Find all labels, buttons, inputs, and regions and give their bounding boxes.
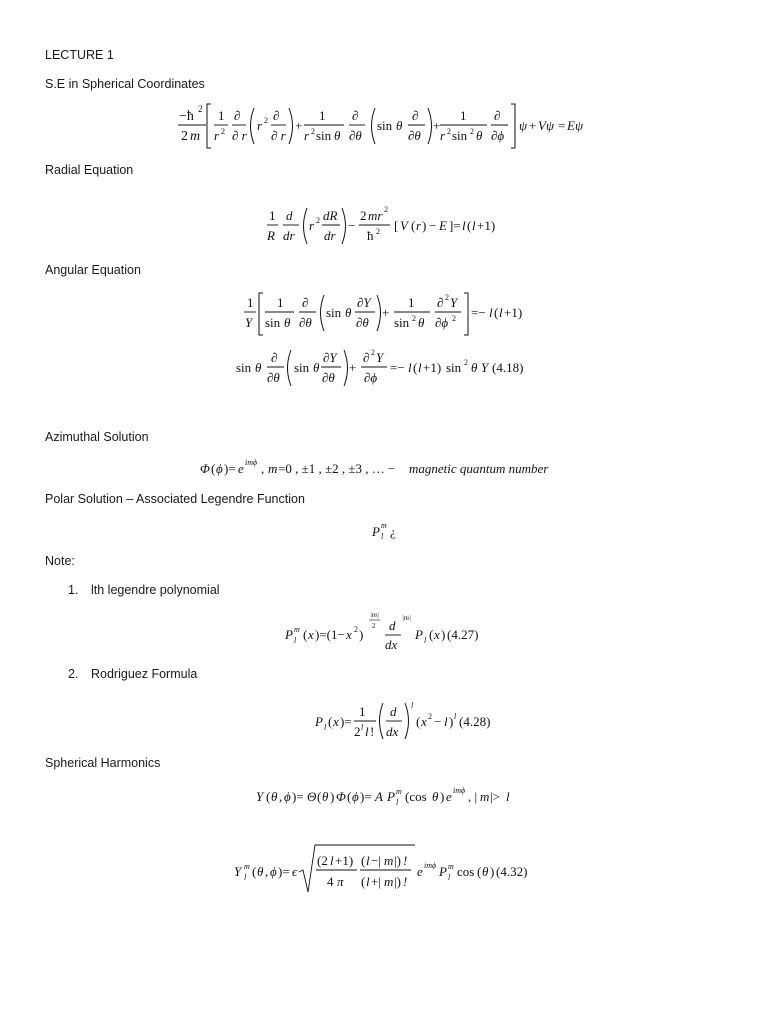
svg-text:∂θ: ∂θ	[322, 370, 335, 385]
svg-text:2: 2	[181, 129, 188, 144]
svg-text:sin: sin	[377, 118, 393, 133]
svg-text:m: m	[294, 625, 300, 634]
svg-text:+: +	[529, 118, 537, 133]
svg-text:ψ: ψ	[519, 118, 528, 133]
svg-text:): )	[440, 789, 445, 804]
svg-text:ϕ: ϕ	[284, 789, 291, 804]
lecture-title: LECTURE 1	[45, 48, 114, 62]
svg-text:R: R	[267, 228, 275, 243]
svg-text:4: 4	[327, 874, 334, 889]
heading-spherical-harmonics: Spherical Harmonics	[45, 756, 161, 770]
svg-text:∂: ∂	[234, 108, 241, 123]
svg-text:−: −	[429, 218, 437, 233]
svg-text:(: (	[266, 789, 271, 804]
svg-text:Eψ: Eψ	[567, 118, 584, 133]
svg-text:): )	[359, 627, 364, 642]
svg-text:∂ϕ: ∂ϕ	[491, 128, 505, 143]
svg-text:P: P	[315, 714, 323, 729]
svg-text:ϕ: ϕ	[216, 461, 223, 476]
svg-text:2: 2	[464, 358, 468, 367]
svg-text:imϕ: imϕ	[424, 861, 437, 870]
svg-text:sin: sin	[326, 305, 342, 320]
svg-text:l: l	[294, 636, 297, 645]
equation-angular-1	[242, 290, 532, 340]
svg-text:r: r	[440, 128, 446, 143]
svg-text:P: P	[387, 789, 395, 804]
svg-text:2: 2	[447, 127, 451, 136]
svg-text:l: l	[396, 798, 399, 807]
tag-4-27: (4.27)	[447, 627, 479, 642]
equation-angular-2	[234, 344, 544, 390]
svg-text:l: l	[408, 360, 412, 375]
svg-text:|): |)	[394, 874, 401, 889]
svg-text:Y: Y	[245, 315, 253, 330]
svg-text:r: r	[257, 118, 263, 133]
svg-text:)=: )=	[292, 789, 304, 804]
svg-text:l: l	[324, 723, 327, 732]
azimuthal-tail-text: magnetic quantum number	[409, 461, 549, 476]
svg-text:Y: Y	[256, 789, 264, 804]
svg-text:): )	[422, 218, 427, 233]
equation-polar	[370, 518, 410, 542]
svg-text:l: l	[366, 874, 370, 889]
svg-text:m: m	[381, 521, 387, 530]
svg-text:1: 1	[218, 108, 225, 123]
svg-text:sin: sin	[446, 360, 462, 375]
svg-text:Θ: Θ	[307, 789, 317, 804]
svg-text:∂: ∂	[352, 108, 359, 123]
svg-text:x: x	[308, 627, 314, 642]
svg-text:,: ,	[261, 461, 265, 476]
svg-text:d: d	[286, 208, 293, 223]
svg-text:!: !	[403, 874, 408, 889]
equation-legendre	[284, 608, 494, 654]
svg-text:,: ,	[265, 864, 269, 879]
equation-schrodinger-spherical	[176, 100, 596, 152]
svg-text:+1): +1)	[423, 360, 442, 375]
svg-text:[: [	[394, 218, 399, 233]
svg-text:A: A	[375, 789, 383, 804]
svg-text:(: (	[252, 864, 257, 879]
svg-text:(: (	[303, 627, 308, 642]
svg-text:)=: )=	[360, 789, 372, 804]
svg-text:sin: sin	[452, 128, 468, 143]
svg-text:θ: θ	[313, 360, 320, 375]
svg-text:)=: )=	[340, 714, 352, 729]
svg-text:Y: Y	[481, 360, 489, 375]
svg-text:(: (	[494, 305, 499, 320]
svg-text:l: l	[330, 853, 334, 868]
svg-text:): )	[330, 789, 335, 804]
svg-text:P: P	[415, 627, 423, 642]
svg-text:1: 1	[408, 295, 415, 310]
svg-text:m: m	[384, 874, 394, 889]
svg-text:θ: θ	[476, 128, 483, 143]
svg-text:∂θ: ∂θ	[299, 315, 312, 330]
svg-text:θ: θ	[418, 315, 425, 330]
svg-text:(: (	[477, 864, 482, 879]
svg-text:E: E	[439, 218, 447, 233]
svg-text:dx: dx	[386, 724, 399, 739]
svg-text:P: P	[372, 524, 380, 539]
svg-text:ϵ: ϵ	[292, 864, 298, 879]
svg-text:(: (	[347, 789, 352, 804]
svg-text:2: 2	[198, 104, 203, 114]
svg-text:, |: , |	[468, 789, 478, 804]
svg-text:2: 2	[354, 724, 361, 739]
svg-text:Y: Y	[376, 350, 384, 365]
svg-text:l: l	[381, 532, 384, 541]
svg-text:sin: sin	[316, 128, 332, 143]
svg-text:ϕ: ϕ	[270, 864, 277, 879]
svg-text:): )	[490, 864, 495, 879]
svg-text:π: π	[337, 874, 344, 889]
note-item-2-number: 2.	[68, 667, 79, 681]
svg-text:Φ: Φ	[336, 789, 346, 804]
heading-note: Note:	[45, 554, 75, 568]
note-item-1-label: lth legendre polynomial	[91, 583, 220, 597]
heading-angular-equation: Angular Equation	[45, 263, 141, 277]
svg-text:l: l	[462, 218, 466, 233]
svg-text:∂Y: ∂Y	[323, 350, 337, 365]
svg-text:|): |)	[394, 853, 401, 868]
svg-text:2: 2	[372, 622, 376, 630]
svg-text:+1): +1)	[504, 305, 523, 320]
svg-text:e: e	[238, 461, 244, 476]
svg-text:l: l	[244, 873, 247, 882]
note-item-1-number: 1.	[68, 583, 79, 597]
svg-text:sin: sin	[236, 360, 252, 375]
svg-text:imϕ: imϕ	[245, 458, 258, 467]
svg-text:−|: −|	[371, 853, 381, 868]
svg-text:1: 1	[277, 295, 284, 310]
svg-text:∂θ: ∂θ	[356, 315, 369, 330]
heading-polar-solution: Polar Solution – Associated Legendre Function	[45, 492, 305, 506]
svg-text:−ħ: −ħ	[179, 109, 194, 124]
note-item-2-label: Rodriguez Formula	[91, 667, 198, 681]
svg-text:m: m	[396, 787, 402, 796]
svg-text:∂: ∂	[363, 350, 370, 365]
svg-text:dR: dR	[323, 208, 338, 223]
svg-text:Vψ: Vψ	[538, 118, 555, 133]
svg-text:ħ: ħ	[367, 228, 374, 243]
svg-text:∂Y: ∂Y	[357, 295, 371, 310]
svg-text:l: l	[506, 789, 510, 804]
svg-text:cos: cos	[457, 864, 475, 879]
svg-text:m: m	[244, 862, 250, 871]
svg-text:θ: θ	[471, 360, 478, 375]
svg-text:m: m	[384, 853, 394, 868]
svg-text:x: x	[333, 714, 339, 729]
svg-text:θ: θ	[396, 118, 403, 133]
svg-text:2: 2	[445, 293, 449, 302]
svg-text:l: l	[472, 218, 476, 233]
tag-4-18: (4.18)	[492, 360, 524, 375]
svg-text:l: l	[365, 724, 369, 739]
svg-text:r: r	[214, 128, 220, 143]
svg-text:=0 , ±1 , ±2 , ±3 , … −: =0 , ±1 , ±2 , ±3 , … −	[278, 461, 396, 476]
svg-text:d: d	[390, 704, 397, 719]
svg-text:(: (	[328, 714, 333, 729]
svg-text:1: 1	[319, 108, 326, 123]
svg-text:+: +	[349, 360, 357, 375]
svg-text:2: 2	[384, 205, 388, 214]
svg-text:(cos: (cos	[405, 789, 427, 804]
svg-text:Φ: Φ	[200, 461, 210, 476]
svg-text:x: x	[346, 627, 352, 642]
svg-text:e: e	[446, 789, 452, 804]
svg-text:x: x	[421, 714, 427, 729]
svg-text:dr: dr	[324, 228, 336, 243]
svg-text:+: +	[382, 305, 390, 320]
svg-text:+1): +1)	[335, 853, 354, 868]
svg-text:1: 1	[359, 704, 366, 719]
svg-text:mr: mr	[368, 208, 383, 223]
svg-text:¿: ¿	[390, 524, 396, 539]
svg-text:l: l	[411, 701, 414, 710]
svg-text:2: 2	[221, 127, 225, 136]
svg-text:∂ϕ: ∂ϕ	[435, 315, 449, 330]
svg-text:2: 2	[311, 127, 315, 136]
svg-text:)=: )=	[278, 864, 290, 879]
svg-text:imϕ: imϕ	[453, 786, 466, 795]
svg-text:∂θ: ∂θ	[349, 128, 362, 143]
svg-text:): )	[449, 714, 454, 729]
svg-text:l: l	[489, 305, 493, 320]
svg-text:2: 2	[412, 314, 416, 323]
svg-text:2: 2	[316, 216, 320, 225]
tag-4-32: (4.32)	[496, 864, 528, 879]
svg-text:Y: Y	[450, 295, 458, 310]
svg-text:θ: θ	[257, 864, 264, 879]
svg-text:m: m	[190, 129, 201, 144]
svg-text:m: m	[480, 789, 490, 804]
svg-text:(: (	[416, 714, 421, 729]
svg-text:m: m	[268, 461, 278, 476]
svg-text:dx: dx	[385, 637, 398, 652]
svg-text:=−: =−	[471, 305, 486, 320]
heading-se-spherical: S.E in Spherical Coordinates	[45, 77, 205, 91]
svg-text:2: 2	[371, 348, 375, 357]
equation-rodriguez	[314, 700, 504, 748]
svg-text:1: 1	[247, 295, 254, 310]
svg-text:+1): +1)	[477, 218, 496, 233]
tag-4-28: (4.28)	[459, 714, 491, 729]
svg-text:Y: Y	[234, 864, 242, 879]
svg-text:sin: sin	[394, 315, 410, 330]
svg-text:!: !	[403, 853, 408, 868]
svg-text:d: d	[389, 618, 396, 633]
svg-text:2: 2	[360, 208, 367, 223]
svg-text:r: r	[309, 218, 315, 233]
svg-text:∂: ∂	[494, 108, 501, 123]
svg-text:θ: θ	[284, 315, 291, 330]
svg-text:∂: ∂	[302, 295, 309, 310]
svg-text:2: 2	[452, 314, 456, 323]
svg-text:∂ϕ: ∂ϕ	[364, 370, 378, 385]
svg-text:V: V	[400, 218, 408, 233]
svg-text:sin: sin	[294, 360, 310, 375]
svg-text:m: m	[448, 862, 454, 871]
svg-text:r: r	[304, 128, 310, 143]
svg-text:(: (	[361, 853, 366, 868]
svg-text:2: 2	[354, 625, 358, 634]
svg-text:2: 2	[264, 116, 268, 125]
svg-text:|m|: |m|	[370, 611, 379, 619]
svg-text:∂ r: ∂ r	[232, 128, 247, 143]
svg-text:−: −	[434, 714, 442, 729]
svg-text:l: l	[361, 723, 364, 732]
svg-text:θ: θ	[482, 864, 489, 879]
svg-text:P: P	[439, 864, 447, 879]
svg-text:(: (	[211, 461, 216, 476]
svg-text:(: (	[429, 627, 434, 642]
svg-text:∂θ: ∂θ	[267, 370, 280, 385]
svg-text:!: !	[370, 724, 375, 739]
svg-text:(: (	[413, 360, 418, 375]
svg-text:l: l	[499, 305, 503, 320]
svg-text:(: (	[361, 874, 366, 889]
svg-text:2: 2	[376, 227, 380, 236]
svg-text:|>: |>	[490, 789, 500, 804]
svg-text:]=: ]=	[449, 218, 461, 233]
svg-text:θ: θ	[255, 360, 262, 375]
svg-text:sin: sin	[265, 315, 281, 330]
svg-text:r: r	[416, 218, 422, 233]
svg-text:P: P	[285, 627, 293, 642]
svg-text:+: +	[433, 118, 441, 133]
svg-text:∂: ∂	[437, 295, 444, 310]
svg-text:l: l	[366, 853, 370, 868]
svg-text:=: =	[558, 118, 566, 133]
heading-radial-equation: Radial Equation	[45, 163, 134, 177]
svg-text:x: x	[434, 627, 440, 642]
svg-text:1: 1	[460, 108, 467, 123]
svg-text:(: (	[411, 218, 416, 233]
svg-text:(: (	[467, 218, 472, 233]
equation-azimuthal	[198, 454, 578, 478]
svg-text:l: l	[418, 360, 422, 375]
equation-radial	[266, 206, 506, 252]
heading-azimuthal-solution: Azimuthal Solution	[45, 430, 149, 444]
svg-text:θ: θ	[334, 128, 341, 143]
svg-text:,: ,	[279, 789, 283, 804]
svg-text:2: 2	[428, 712, 432, 721]
svg-text:θ: θ	[322, 789, 329, 804]
svg-text:+|: +|	[371, 874, 381, 889]
svg-text:∂: ∂	[273, 108, 280, 123]
svg-text:l: l	[448, 873, 451, 882]
svg-text:l: l	[454, 712, 457, 721]
svg-text:∂ r: ∂ r	[271, 128, 286, 143]
svg-text:l: l	[424, 636, 427, 645]
svg-text:)=: )=	[224, 461, 236, 476]
svg-text:): )	[441, 627, 446, 642]
svg-text:∂: ∂	[412, 108, 419, 123]
svg-text:l: l	[444, 714, 448, 729]
equation-spherical-harmonic	[254, 782, 524, 808]
svg-text:∂θ: ∂θ	[408, 128, 421, 143]
equation-spherical-harmonic-normalized	[233, 842, 543, 898]
svg-text:|m|: |m|	[402, 614, 411, 622]
svg-text:)=(1−: )=(1−	[315, 627, 345, 642]
svg-text:+: +	[295, 118, 303, 133]
svg-text:(: (	[317, 789, 322, 804]
svg-text:θ: θ	[432, 789, 439, 804]
svg-text:−: −	[348, 218, 356, 233]
svg-text:2: 2	[470, 127, 474, 136]
svg-text:=−: =−	[390, 360, 405, 375]
svg-text:1: 1	[269, 208, 276, 223]
svg-text:e: e	[417, 864, 423, 879]
svg-text:θ: θ	[345, 305, 352, 320]
svg-text:∂: ∂	[271, 350, 278, 365]
svg-text:ϕ: ϕ	[352, 789, 359, 804]
svg-text:(2: (2	[317, 853, 328, 868]
svg-text:θ: θ	[271, 789, 278, 804]
svg-text:dr: dr	[283, 228, 295, 243]
